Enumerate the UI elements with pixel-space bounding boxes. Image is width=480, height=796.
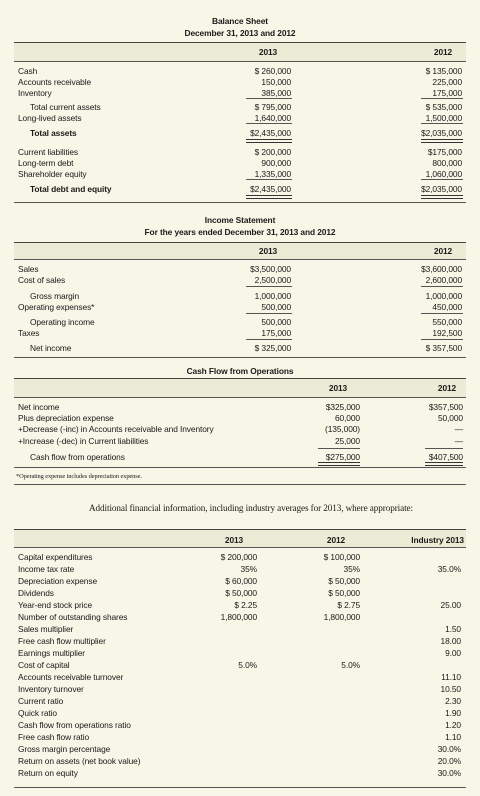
cash-flow-row-2013: 25,000 — [334, 436, 360, 446]
balance-sheet-top-rule — [14, 42, 466, 43]
additional-row-label: Accounts receivable turnover — [18, 672, 124, 682]
additional-row-label: Return on assets (net book value) — [18, 756, 141, 766]
cash-flow-header-band — [14, 378, 466, 397]
additional-row-industry: 9.00 — [445, 648, 461, 658]
cash-flow-total-double-rule — [425, 462, 463, 466]
cash-flow-top-rule — [14, 378, 466, 379]
balance-sheet-title: Balance Sheet — [212, 16, 268, 26]
cash-flow-header-rule — [14, 397, 466, 398]
cash-flow-total-double-rule — [318, 462, 360, 466]
additional-row-industry: 18.00 — [440, 636, 461, 646]
income-row-2013: $ 325,000 — [254, 343, 291, 353]
income-row-2012: 192,500 — [432, 328, 462, 338]
additional-row-label: Inventory turnover — [18, 684, 84, 694]
additional-row-industry: 2.30 — [445, 696, 461, 706]
additional-row-label: Cash flow from operations ratio — [18, 720, 131, 730]
balance-sheet-header-band — [14, 42, 466, 61]
additional-row-label: Sales multiplier — [18, 624, 74, 634]
balance-sheet-total-double-rule — [421, 195, 463, 199]
additional-row-industry: 30.0% — [437, 768, 461, 778]
additional-row-2012: 5.0% — [341, 660, 360, 670]
cash-flow-row-label: +Decrease (-inc) in Accounts receivable and Inventory — [18, 424, 214, 434]
income-row-label: Operating income — [30, 317, 95, 327]
income-row-2012: $ 357,500 — [425, 343, 462, 353]
cash-flow-row-2012: 50,000 — [437, 413, 463, 423]
cash-flow-subtotal-rule — [318, 448, 360, 449]
income-statement-subtitle: For the years ended December 31, 2013 and 2012 — [144, 227, 336, 237]
additional-row-label: Number of outstanding shares — [18, 612, 128, 622]
balance-sheet-header-rule — [14, 61, 466, 62]
additional-row-label: Cost of capital — [18, 660, 70, 670]
income-col-2012: 2012 — [433, 246, 453, 256]
balance-sheet-subtotal-rule — [421, 179, 463, 180]
balance-sheet-row-2013: 900,000 — [261, 158, 291, 168]
additional-row-industry: 30.0% — [437, 744, 461, 754]
additional-row-2012: $ 50,000 — [328, 576, 360, 586]
balance-sheet-row-2013: 1,335,000 — [254, 169, 291, 179]
balance-sheet-row-label: Total current assets — [30, 102, 101, 112]
additional-row-industry: 25.00 — [440, 600, 461, 610]
cash-flow-row-2012: $357,500 — [428, 402, 463, 412]
balance-sheet-subtotal-rule — [421, 98, 463, 99]
income-row-2012: 550,000 — [432, 317, 462, 327]
balance-sheet-col-2012: 2012 — [433, 47, 453, 57]
additional-row-label: Dividends — [18, 588, 54, 598]
balance-sheet-subtotal-rule — [246, 123, 292, 124]
additional-row-label: Free cash flow multiplier — [18, 636, 106, 646]
additional-row-label: Quick ratio — [18, 708, 57, 718]
cash-flow-row-label: Cash flow from operations — [30, 452, 125, 462]
balance-sheet-row-2012: 175,000 — [432, 88, 462, 98]
additional-row-2013: $ 50,000 — [225, 588, 257, 598]
additional-intro: Additional financial information, including industry averages for 2013, where appropriate: — [89, 503, 413, 513]
additional-header-rule — [14, 547, 466, 548]
additional-row-label: Current ratio — [18, 696, 64, 706]
additional-row-industry: 11.10 — [441, 672, 461, 682]
cash-flow-row-2012: — — [454, 424, 463, 434]
balance-sheet-row-2012: $2,035,000 — [421, 184, 462, 194]
balance-sheet-row-2012: 1,500,000 — [425, 113, 462, 123]
balance-sheet-row-label: Accounts receivable — [18, 77, 92, 87]
income-top-rule — [14, 242, 466, 243]
balance-sheet-row-2013: $ 260,000 — [254, 66, 291, 76]
balance-sheet-row-2012: $2,035,000 — [421, 128, 462, 138]
balance-sheet-total-double-rule — [421, 139, 463, 143]
income-header-band — [14, 242, 466, 259]
additional-row-industry: 10.50 — [440, 684, 461, 694]
cash-flow-bottom-rule — [14, 467, 466, 468]
income-row-2013: 175,000 — [261, 328, 291, 338]
additional-col-2012: 2012 — [326, 535, 346, 545]
balance-sheet-row-2013: $2,435,000 — [250, 128, 291, 138]
cash-flow-col-2013: 2013 — [328, 383, 348, 393]
balance-sheet-subtotal-rule — [421, 123, 463, 124]
additional-row-2012: $ 50,000 — [328, 588, 360, 598]
balance-sheet-bottom-rule — [14, 202, 466, 203]
additional-row-2012: $ 100,000 — [323, 552, 360, 562]
additional-row-label: Free cash flow ratio — [18, 732, 90, 742]
income-row-label: Taxes — [18, 328, 40, 338]
balance-sheet-row-label: Long-lived assets — [18, 113, 82, 123]
additional-row-2013: $ 2.25 — [234, 600, 257, 610]
additional-bottom-rule — [14, 787, 466, 788]
additional-row-2013: 1,800,000 — [220, 612, 257, 622]
income-subtotal-rule — [421, 286, 463, 287]
additional-row-label: Depreciation expense — [18, 576, 98, 586]
income-row-2012: 2,600,000 — [425, 275, 462, 285]
additional-row-2013: $ 60,000 — [225, 576, 257, 586]
income-subtotal-rule — [246, 339, 292, 340]
balance-sheet-row-label: Inventory — [18, 88, 52, 98]
balance-sheet-row-2013: 385,000 — [261, 88, 291, 98]
balance-sheet-row-2013: $ 200,000 — [254, 147, 291, 157]
income-subtotal-rule — [421, 313, 463, 314]
additional-row-label: Year-end stock price — [18, 600, 93, 610]
balance-sheet-row-2013: $ 795,000 — [254, 102, 291, 112]
income-row-2013: $3,500,000 — [250, 264, 291, 274]
additional-row-industry: 20.0% — [437, 756, 461, 766]
balance-sheet-subtitle: December 31, 2013 and 2012 — [184, 28, 296, 38]
income-row-2013: 500,000 — [261, 317, 291, 327]
additional-row-2012: 1,800,000 — [323, 612, 360, 622]
income-row-2012: $3,600,000 — [421, 264, 462, 274]
balance-sheet-row-2013: $2,435,000 — [250, 184, 291, 194]
income-row-2013: 2,500,000 — [254, 275, 291, 285]
income-row-label: Cost of sales — [18, 275, 66, 285]
balance-sheet-row-label: Cash — [18, 66, 38, 76]
balance-sheet-total-double-rule — [246, 195, 292, 199]
balance-sheet-row-2012: 1,060,000 — [425, 169, 462, 179]
additional-row-label: Gross margin percentage — [18, 744, 111, 754]
additional-row-industry: 1.10 — [445, 732, 461, 742]
balance-sheet-row-2012: $175,000 — [427, 147, 462, 157]
income-subtotal-rule — [246, 313, 292, 314]
additional-row-label: Earnings multiplier — [18, 648, 85, 658]
balance-sheet-row-label: Total debt and equity — [30, 184, 112, 194]
cash-flow-subtotal-rule — [425, 448, 463, 449]
income-statement-title: Income Statement — [204, 215, 276, 225]
balance-sheet-row-2012: $ 135,000 — [425, 66, 462, 76]
income-row-2012: 1,000,000 — [425, 291, 462, 301]
cash-flow-title: Cash Flow from Operations — [186, 366, 294, 376]
income-row-2013: 1,000,000 — [254, 291, 291, 301]
additional-row-industry: 35.0% — [437, 564, 461, 574]
income-bottom-rule — [14, 357, 466, 358]
income-row-label: Operating expenses* — [18, 302, 95, 312]
additional-col-2013: 2013 — [224, 535, 244, 545]
income-row-label: Net income — [30, 343, 72, 353]
income-subtotal-rule — [421, 339, 463, 340]
additional-row-2012: 35% — [343, 564, 360, 574]
additional-top-rule — [14, 529, 466, 530]
cash-flow-row-2013: 60,000 — [334, 413, 360, 423]
additional-row-label: Capital expenditures — [18, 552, 93, 562]
additional-row-industry: 1.90 — [445, 708, 461, 718]
cash-flow-row-label: Net income — [18, 402, 60, 412]
balance-sheet-row-label: Shareholder equity — [18, 169, 87, 179]
additional-row-2012: $ 2.75 — [337, 600, 360, 610]
cash-flow-row-2013: $325,000 — [325, 402, 360, 412]
balance-sheet-row-label: Long-term debt — [18, 158, 74, 168]
cash-flow-footnote-rule — [14, 484, 466, 485]
cash-flow-row-label: Plus depreciation expense — [18, 413, 114, 423]
balance-sheet-total-double-rule — [246, 139, 292, 143]
income-subtotal-rule — [246, 286, 292, 287]
balance-sheet-row-2013: 1,640,000 — [254, 113, 291, 123]
additional-row-industry: 1.20 — [445, 720, 461, 730]
cash-flow-row-2013: $275,000 — [325, 452, 360, 462]
cash-flow-row-2013: (135,000) — [325, 424, 360, 434]
additional-row-label: Return on equity — [18, 768, 78, 778]
income-header-rule — [14, 259, 466, 260]
balance-sheet-subtotal-rule — [246, 179, 292, 180]
cash-flow-row-label: +Increase (-dec) in Current liabilities — [18, 436, 149, 446]
cash-flow-footnote: *Operating expense includes depreciation expense. — [16, 473, 142, 480]
balance-sheet-row-2013: 150,000 — [261, 77, 291, 87]
balance-sheet-row-label: Current liabilities — [18, 147, 79, 157]
income-col-2013: 2013 — [258, 246, 278, 256]
cash-flow-row-2012: $407,500 — [428, 452, 463, 462]
balance-sheet-subtotal-rule — [246, 98, 292, 99]
balance-sheet-row-2012: 800,000 — [432, 158, 462, 168]
cash-flow-col-2012: 2012 — [437, 383, 457, 393]
balance-sheet-row-2012: 225,000 — [432, 77, 462, 87]
additional-row-industry: 1.50 — [445, 624, 461, 634]
income-row-2012: 450,000 — [432, 302, 462, 312]
income-row-2013: 500,000 — [261, 302, 291, 312]
income-row-label: Gross margin — [30, 291, 80, 301]
additional-row-2013: 5.0% — [238, 660, 257, 670]
balance-sheet-row-label: Total assets — [30, 128, 77, 138]
additional-row-2013: $ 200,000 — [220, 552, 257, 562]
additional-row-2013: 35% — [240, 564, 257, 574]
balance-sheet-col-2013: 2013 — [258, 47, 278, 57]
income-row-label: Sales — [18, 264, 39, 274]
additional-col-industry: Industry 2013 — [411, 535, 464, 545]
additional-row-label: Income tax rate — [18, 564, 75, 574]
cash-flow-row-2012: — — [454, 436, 463, 446]
balance-sheet-row-2012: $ 535,000 — [425, 102, 462, 112]
